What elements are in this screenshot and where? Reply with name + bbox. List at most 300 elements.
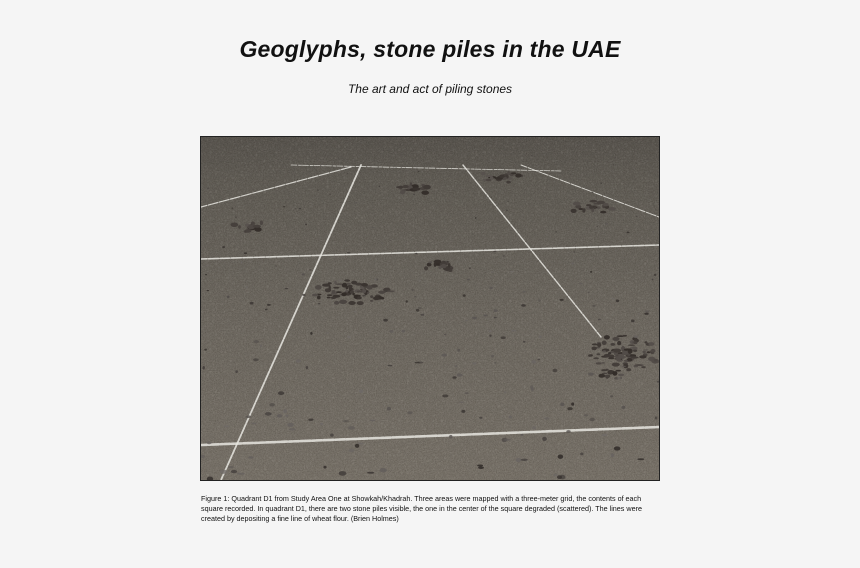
pebble — [650, 157, 651, 158]
pebble — [203, 366, 205, 370]
figure-photo — [200, 136, 660, 481]
pebble — [207, 441, 212, 444]
pebble — [213, 208, 214, 209]
stone — [612, 337, 619, 341]
stone — [400, 190, 405, 194]
stone — [361, 283, 368, 286]
pebble — [627, 232, 630, 234]
pebble — [654, 274, 657, 276]
stone — [362, 289, 366, 293]
desert-ground-grid-photo — [201, 137, 659, 480]
pebble — [611, 453, 614, 457]
pebble — [359, 389, 363, 393]
pebble — [613, 164, 614, 165]
pebble — [521, 304, 526, 307]
pebble — [592, 192, 594, 193]
pebble — [267, 304, 271, 306]
pebble — [449, 435, 452, 439]
stone — [315, 285, 322, 290]
pebble — [358, 443, 364, 445]
stone — [624, 360, 628, 362]
pebble — [275, 265, 277, 266]
stone — [602, 362, 605, 364]
pebble — [646, 159, 648, 160]
pebble — [263, 182, 265, 183]
pebble — [490, 287, 493, 289]
stone — [573, 202, 581, 206]
pebble — [222, 246, 225, 248]
pebble — [567, 159, 568, 160]
pebble — [318, 303, 320, 304]
pebble — [494, 317, 497, 319]
pebble — [491, 355, 494, 358]
pebble — [449, 261, 451, 262]
pebble — [251, 234, 253, 235]
document-title: Geoglyphs, stone piles in the UAE — [239, 36, 621, 62]
pebble — [452, 376, 456, 379]
stone — [594, 207, 597, 209]
pebble — [478, 466, 484, 469]
pebble — [278, 391, 284, 395]
pebble — [521, 434, 524, 436]
pebble — [614, 157, 616, 158]
pebble — [502, 192, 504, 193]
stone — [628, 344, 635, 346]
stone — [333, 287, 339, 289]
pebble — [231, 470, 237, 473]
pebble — [479, 417, 482, 419]
pebble — [523, 341, 525, 343]
pebble — [483, 315, 487, 317]
stone — [604, 335, 610, 339]
stone — [361, 287, 365, 289]
stone — [599, 374, 605, 378]
pebble — [413, 194, 414, 195]
stone — [511, 172, 516, 174]
pebble — [207, 188, 209, 189]
stone — [616, 370, 622, 372]
pebble — [511, 330, 516, 332]
pebble — [555, 231, 556, 232]
pebble — [253, 358, 259, 361]
stone — [602, 341, 607, 345]
pebble — [265, 309, 268, 311]
pebble — [372, 227, 375, 228]
stone — [370, 300, 373, 302]
pebble — [521, 459, 528, 461]
pebble — [347, 252, 350, 253]
pebble — [206, 265, 209, 266]
pebble — [446, 144, 447, 145]
pebble — [571, 174, 572, 175]
pebble — [459, 402, 464, 404]
pebble — [421, 314, 425, 316]
pebble — [285, 288, 289, 289]
pebble — [235, 217, 236, 218]
pebble — [475, 208, 477, 209]
pebble — [571, 403, 574, 406]
stone — [421, 191, 429, 195]
stone — [612, 371, 617, 376]
stone — [448, 263, 451, 267]
stone — [481, 172, 485, 176]
stone — [613, 349, 621, 353]
stone — [643, 351, 646, 354]
pebble — [207, 290, 210, 291]
pebble — [300, 154, 301, 155]
stone — [331, 297, 337, 299]
pebble — [590, 418, 595, 422]
pebble — [465, 320, 468, 321]
stone — [424, 266, 428, 270]
stone — [590, 200, 598, 203]
pebble — [439, 155, 440, 156]
stone — [346, 286, 349, 290]
stone — [253, 225, 261, 228]
stone — [334, 281, 337, 285]
stone — [442, 261, 445, 263]
pebble — [588, 292, 590, 294]
stone — [603, 350, 606, 352]
pebble — [305, 224, 307, 226]
pebble — [489, 330, 492, 332]
stone — [348, 285, 353, 288]
pebble — [205, 274, 207, 275]
pebble — [237, 473, 245, 475]
stone — [245, 229, 251, 233]
pebble — [516, 458, 521, 462]
stone — [434, 260, 442, 264]
stone — [317, 296, 321, 300]
stone — [354, 295, 358, 299]
pebble — [504, 392, 507, 393]
stone — [238, 225, 241, 229]
pebble — [367, 145, 368, 146]
stone — [623, 335, 627, 337]
pebble — [489, 335, 491, 337]
pebble — [265, 412, 272, 416]
pebble — [355, 202, 358, 203]
pebble — [573, 251, 575, 253]
pebble — [617, 377, 622, 379]
pebble — [329, 194, 331, 195]
pebble — [602, 434, 608, 437]
pebble — [379, 186, 380, 187]
pebble — [598, 319, 601, 321]
pebble — [455, 365, 458, 367]
stone — [327, 294, 333, 296]
stone — [633, 350, 637, 352]
pebble — [637, 458, 644, 460]
pebble — [652, 279, 654, 281]
pebble — [597, 226, 598, 227]
pebble — [610, 395, 613, 397]
stone — [380, 297, 384, 300]
pebble — [553, 369, 558, 372]
stone — [624, 348, 632, 350]
pebble — [621, 406, 625, 409]
stone — [597, 353, 601, 355]
stone — [601, 369, 607, 371]
stone — [648, 342, 654, 346]
stone — [345, 290, 348, 293]
pebble — [537, 359, 540, 361]
pebble — [387, 365, 392, 367]
pebble — [522, 291, 526, 293]
stone — [635, 364, 643, 366]
stone — [327, 297, 331, 299]
pebble — [457, 373, 463, 376]
pebble — [633, 335, 638, 338]
pebble — [572, 262, 575, 264]
stone — [515, 173, 521, 177]
pebble — [400, 145, 401, 146]
stone — [634, 338, 638, 341]
pebble — [287, 423, 294, 427]
stone — [441, 264, 447, 268]
stone — [346, 283, 350, 285]
pebble — [235, 370, 238, 373]
pebble — [416, 309, 419, 312]
pebble — [277, 414, 282, 418]
stone — [412, 187, 420, 190]
stone — [423, 185, 431, 190]
pebble — [655, 416, 658, 419]
stone — [597, 343, 601, 347]
pebble — [652, 231, 654, 233]
document-subtitle: The art and act of piling stones — [347, 82, 513, 96]
pebble — [406, 300, 408, 302]
stone — [592, 347, 597, 351]
pebble — [510, 180, 512, 181]
stone — [618, 356, 624, 359]
pebble — [297, 179, 298, 180]
pebble — [637, 180, 638, 181]
pebble — [227, 296, 230, 299]
stone — [339, 300, 347, 304]
figure-caption: Figure 1: Quadrant D1 from Study Area One at Showkah/Khadrah. Three areas were mapped with a three-meter grid, the contents of each square recorded. In quadrant D1, there are two stone piles visible, the one in the center of the square degraded (scattered). The lines were created by depositing a fine line of wheat flour. (Brien Holmes) — [201, 494, 642, 524]
pebble — [415, 253, 417, 255]
pebble — [643, 349, 648, 350]
stone — [603, 203, 609, 206]
pebble — [389, 240, 391, 241]
stone — [617, 341, 621, 345]
pebble — [414, 296, 416, 297]
pebble — [615, 250, 616, 252]
pebble — [283, 206, 286, 207]
stone — [596, 362, 602, 364]
pebble — [461, 410, 465, 413]
stone — [357, 301, 364, 305]
pebble — [531, 360, 536, 363]
stone — [602, 373, 608, 375]
pebble — [310, 332, 312, 335]
pebble — [554, 474, 558, 477]
stone — [499, 175, 505, 178]
stone — [608, 207, 616, 211]
pebble — [246, 415, 251, 418]
pebble — [380, 468, 387, 472]
stone — [571, 209, 577, 213]
pebble — [494, 309, 498, 312]
pebble — [318, 190, 319, 191]
pebble — [269, 403, 275, 406]
pebble — [486, 195, 487, 196]
stone — [592, 343, 598, 345]
pebble — [491, 197, 493, 198]
pebble — [418, 307, 422, 308]
stone — [589, 206, 593, 209]
pebble — [645, 310, 650, 312]
stone — [631, 357, 639, 359]
pebble — [387, 407, 391, 411]
pebble — [430, 212, 432, 213]
pebble — [383, 319, 388, 322]
stone — [260, 221, 263, 226]
pebble — [475, 217, 477, 218]
pebble — [330, 434, 334, 437]
stone — [329, 286, 331, 290]
pebble — [427, 139, 428, 140]
pebble — [636, 216, 638, 218]
pebble — [510, 271, 514, 273]
pebble — [277, 209, 279, 210]
pebble — [418, 280, 420, 282]
pebble — [289, 428, 295, 430]
pebble — [503, 255, 505, 256]
pebble — [530, 385, 533, 388]
stone — [633, 341, 637, 344]
stone — [600, 211, 606, 214]
pebble — [612, 298, 615, 300]
pebble — [411, 289, 413, 291]
stone — [654, 359, 658, 361]
pebble — [608, 352, 611, 354]
pebble — [347, 336, 351, 339]
pebble — [228, 466, 234, 468]
pebble — [588, 373, 594, 376]
pebble — [276, 191, 277, 192]
pebble — [519, 217, 521, 218]
pebble — [349, 141, 350, 142]
pebble — [560, 299, 564, 301]
pebble — [472, 362, 476, 364]
pebble — [544, 417, 549, 419]
pebble — [566, 430, 570, 433]
pebble — [348, 449, 354, 453]
pebble — [348, 426, 355, 430]
pebble — [345, 241, 347, 243]
pebble — [415, 362, 420, 364]
pebble — [463, 294, 466, 297]
pebble — [616, 300, 619, 303]
stone — [608, 357, 615, 359]
stone — [332, 290, 336, 294]
stone — [647, 351, 651, 353]
pebble — [501, 336, 506, 339]
stone — [651, 349, 656, 353]
stone — [336, 291, 342, 293]
pebble — [442, 394, 448, 397]
pebble — [246, 286, 248, 289]
pebble — [469, 268, 471, 269]
pebble — [232, 208, 234, 209]
pebble — [531, 155, 532, 156]
stone — [334, 301, 339, 305]
pebble — [343, 420, 349, 422]
pebble — [584, 414, 588, 416]
pebble — [539, 336, 542, 338]
pebble — [560, 403, 564, 407]
pebble — [299, 208, 302, 209]
pebble — [638, 313, 641, 314]
pebble — [504, 439, 511, 441]
pebble — [241, 262, 243, 264]
pebble — [494, 362, 496, 363]
pebble — [308, 419, 313, 421]
pebble — [614, 446, 621, 450]
stone — [639, 355, 646, 358]
pebble — [381, 242, 384, 243]
pebble — [389, 330, 393, 333]
pebble — [600, 183, 602, 184]
pebble — [557, 475, 562, 479]
pebble — [467, 279, 470, 281]
pebble — [542, 437, 547, 441]
pebble — [355, 444, 359, 448]
pebble — [567, 407, 572, 410]
stone — [403, 185, 409, 188]
pebble — [260, 345, 262, 347]
pebble — [402, 330, 406, 333]
pebble — [302, 273, 305, 275]
pebble — [441, 354, 447, 357]
pebble — [428, 261, 432, 263]
pebble — [465, 157, 466, 158]
pebble — [370, 420, 376, 422]
stone — [610, 343, 615, 346]
stone — [348, 301, 355, 305]
pebble — [323, 466, 326, 469]
pebble — [464, 392, 468, 394]
pebble — [622, 366, 626, 367]
stone — [618, 374, 624, 376]
pebble — [248, 456, 253, 459]
stone — [378, 291, 385, 294]
pebble — [309, 269, 311, 270]
pebble — [354, 311, 357, 313]
stone — [588, 354, 592, 357]
pebble — [295, 208, 297, 209]
stone — [312, 294, 318, 297]
stone — [341, 292, 346, 296]
pebble — [493, 251, 496, 252]
pebble — [395, 167, 396, 168]
pebble — [244, 252, 247, 254]
pebble — [252, 423, 257, 425]
stone — [641, 366, 645, 368]
stone — [490, 176, 494, 179]
pebble — [631, 320, 635, 323]
pebble — [532, 426, 536, 429]
stone — [612, 363, 620, 367]
stone — [367, 285, 373, 290]
pebble — [538, 299, 541, 302]
pebble — [250, 302, 254, 305]
pebble — [362, 295, 366, 297]
pebble — [367, 472, 374, 474]
pebble — [580, 453, 583, 456]
